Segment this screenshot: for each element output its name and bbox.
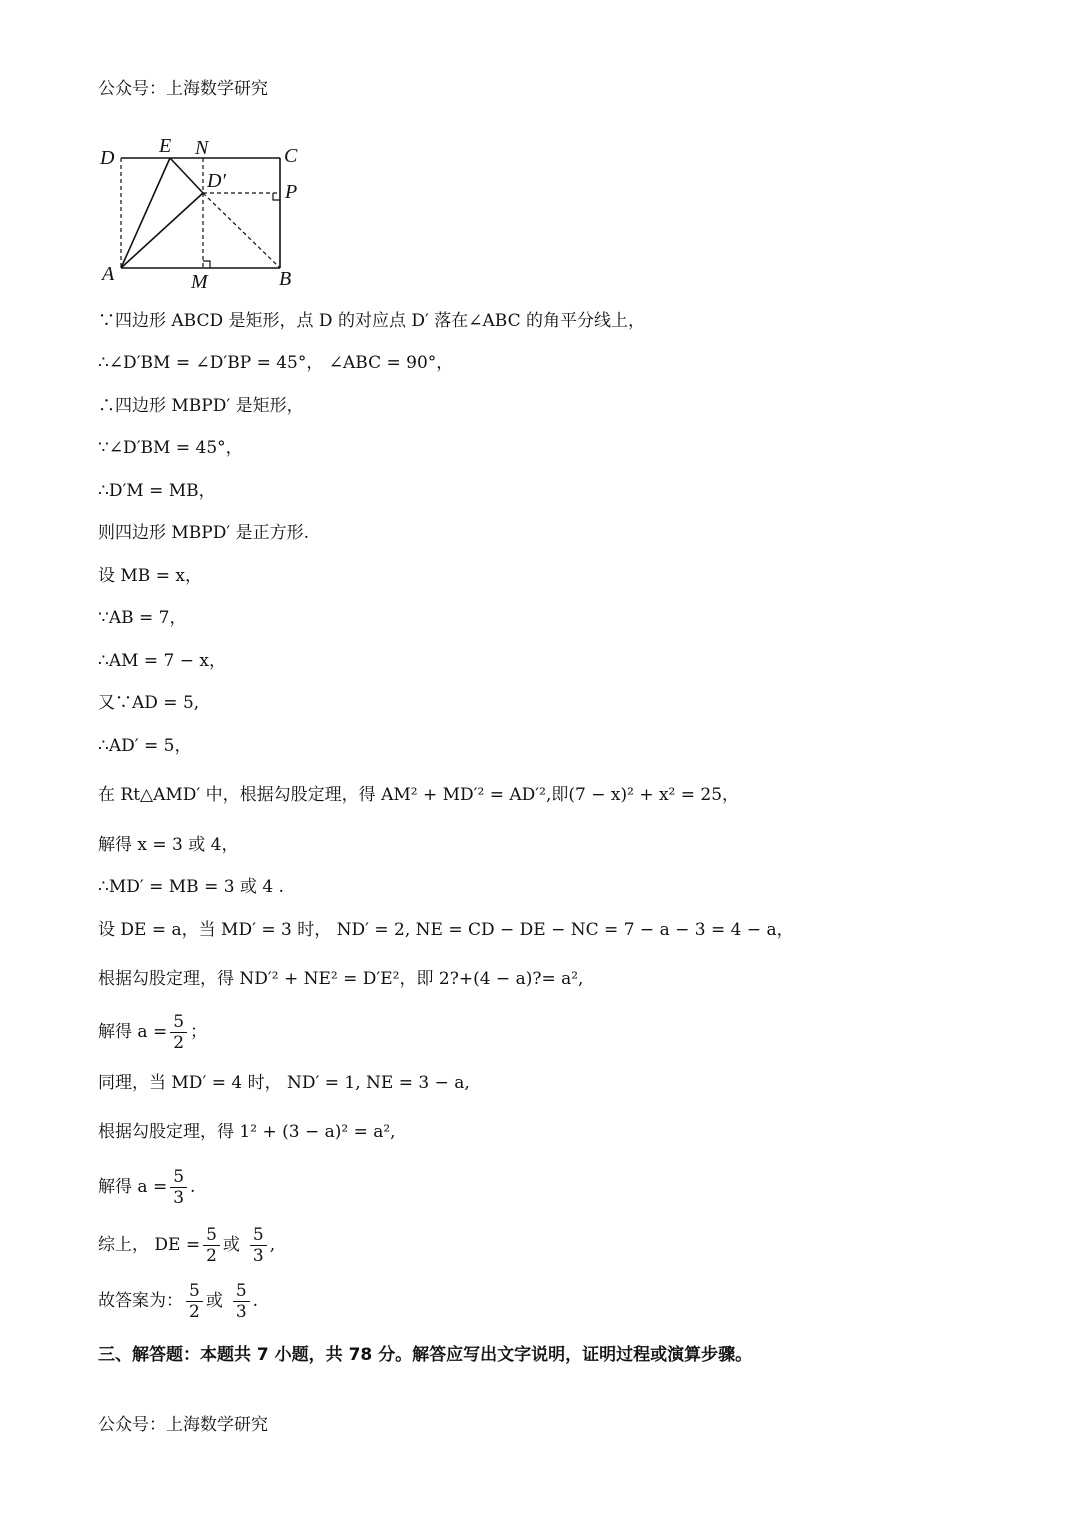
segment-ad-prime: [121, 193, 203, 268]
summary-suffix: ,: [269, 1235, 276, 1255]
numerator: 5: [170, 1167, 187, 1188]
line-15: 设 DE = a，当 MD′ = 3 时， ND′ = 2, NE = CD − DE − NC = 7 − a − 3 = 4 − a，: [98, 920, 794, 940]
denominator: 2: [189, 1302, 200, 1322]
line-2: ∴∠D′BM = ∠D′BP = 45°， ∠ABC = 90°，: [98, 353, 454, 373]
numerator: 5: [250, 1225, 267, 1246]
label-p: P: [285, 181, 298, 203]
label-d: D: [100, 147, 115, 169]
line-6: 则四边形 MBPD′ 是正方形.: [98, 523, 310, 543]
label-c: C: [284, 145, 298, 167]
solve-line-1: [98, 1012, 207, 1053]
denominator: 3: [235, 1302, 247, 1322]
segment-ed-prime: [170, 158, 203, 193]
solve2-suffix: .: [190, 1177, 196, 1197]
fraction-5-3: [170, 1167, 187, 1208]
right-angle-mark-p: [273, 193, 280, 200]
line-16: 根据勾股定理，得 ND′² + NE² = D′E²，即 2?+(4 − a)?= a²,: [98, 969, 584, 989]
section-header: 三、解答题：本题共 7 小题，共 78 分。解答应写出文字说明，证明过程或演算步骤。: [98, 1345, 753, 1365]
line-7: 设 MB = x，: [98, 566, 202, 586]
line-1: ∵四边形 ABCD 是矩形，点 D 的对应点 D′ 落在∠ABC 的角平分线上，: [98, 311, 646, 331]
line-9: ∴AM = 7 − x，: [98, 651, 227, 671]
numerator: 5: [186, 1281, 203, 1302]
segment-d-prime-b-dashed: [203, 193, 280, 268]
solve1-prefix: 解得 a =: [98, 1022, 168, 1042]
solve-line-2: [98, 1167, 195, 1208]
fraction-5-2: [186, 1281, 203, 1322]
label-d-prime: D′: [207, 170, 226, 192]
fraction-5-3: [250, 1225, 267, 1266]
numerator: 5: [233, 1281, 250, 1302]
label-e: E: [159, 135, 172, 157]
line-4: ∵∠D′BM = 45°，: [98, 438, 243, 458]
solve2-prefix: 解得 a =: [98, 1177, 168, 1197]
label-n: N: [195, 137, 209, 159]
right-angle-mark-m: [203, 261, 210, 268]
denominator: 3: [173, 1188, 185, 1208]
line-8: ∵AB = 7，: [98, 608, 187, 628]
denominator: 2: [206, 1246, 217, 1266]
page-header: 公众号：上海数学研究: [98, 79, 268, 99]
line-11: ∴AD′ = 5，: [98, 736, 192, 756]
line-12: 在 Rt△AMD′ 中，根据勾股定理，得 AM² + MD′² = AD′²,即(7 − x)² + x² = 25，: [98, 785, 740, 805]
summary-line: [98, 1225, 275, 1266]
fraction-5-3: [233, 1281, 250, 1322]
fraction-5-2: [203, 1225, 220, 1266]
line-17: 同理，当 MD′ = 4 时， ND′ = 1, NE = 3 − a,: [98, 1073, 470, 1093]
label-b: B: [279, 268, 292, 290]
label-a: A: [102, 263, 115, 285]
line-5: ∴D′M = MB，: [98, 481, 216, 501]
answer-or: 或: [205, 1291, 223, 1311]
answer-prefix: 故答案为：: [98, 1291, 183, 1311]
solve1-suffix: ；: [190, 1022, 208, 1042]
numerator: 5: [203, 1225, 220, 1246]
denominator: 3: [252, 1246, 264, 1266]
answer-line: [98, 1281, 258, 1322]
summary-or: 或: [222, 1235, 240, 1255]
line-18: 根据勾股定理，得 1² + (3 − a)² = a²,: [98, 1122, 396, 1142]
denominator: 2: [173, 1033, 185, 1053]
page-footer: 公众号：上海数学研究: [98, 1415, 268, 1435]
geometry-diagram: [96, 134, 336, 294]
numerator: 5: [170, 1012, 187, 1033]
line-10: 又∵AD = 5,: [98, 693, 200, 713]
segment-ae: [121, 158, 170, 268]
line-14: ∴MD′ = MB = 3 或 4 .: [98, 877, 284, 897]
summary-prefix: 综上， DE =: [98, 1235, 201, 1255]
fraction-5-2: [170, 1012, 187, 1053]
line-3: ∴四边形 MBPD′ 是矩形，: [98, 396, 304, 416]
label-m: M: [191, 271, 208, 293]
answer-suffix: .: [252, 1291, 259, 1311]
line-13: 解得 x = 3 或 4，: [98, 835, 239, 855]
